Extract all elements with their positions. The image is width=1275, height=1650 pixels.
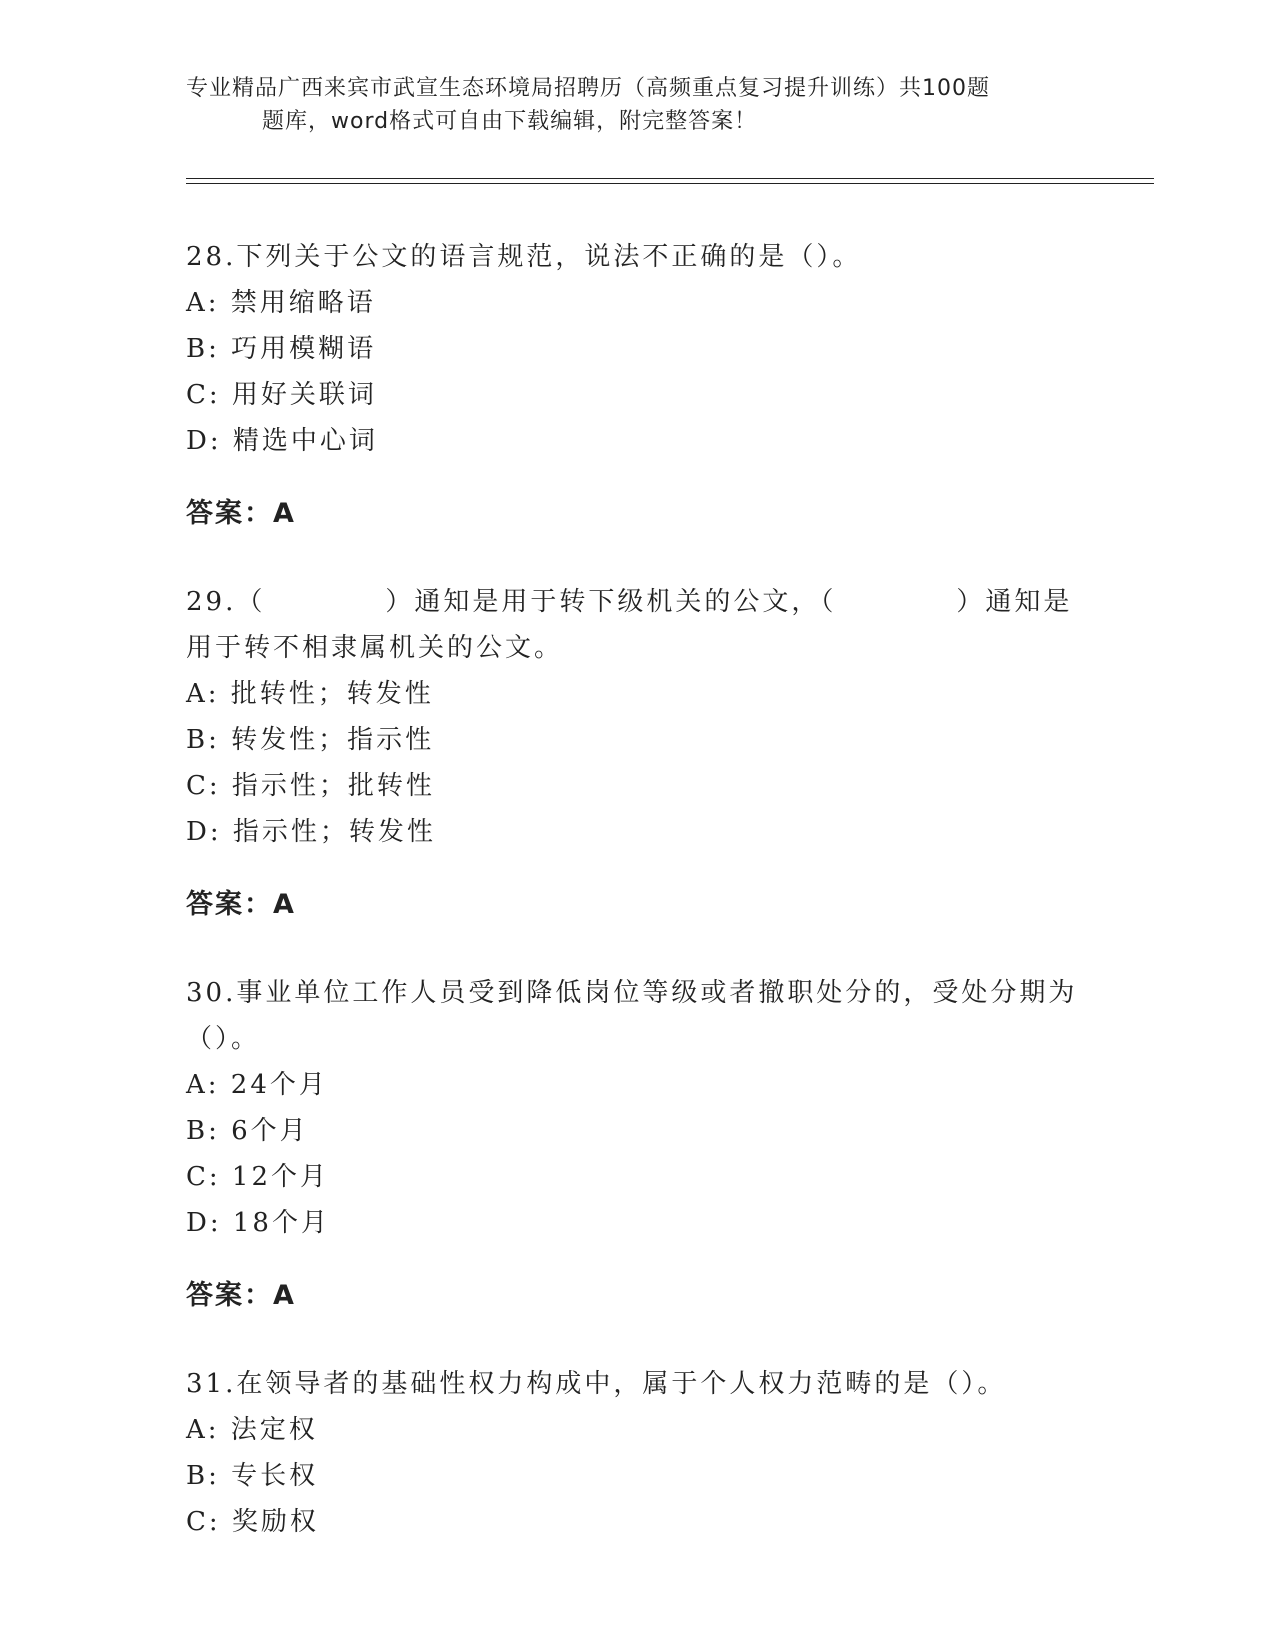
option-d: D: 精选中心词 (186, 426, 378, 456)
option-d: D: 18个月 (186, 1208, 330, 1238)
stem-part-1: 29.（ (186, 587, 266, 617)
question-31 (186, 1361, 1086, 1545)
question-28 (186, 234, 1086, 537)
answer: 答案：A (186, 498, 296, 529)
stem-part-3: ）通知是用于转不相隶属机关的公文。 (186, 587, 1073, 663)
question-29 (186, 579, 1086, 928)
option-a: A: 禁用缩略语 (186, 288, 376, 318)
question-30 (186, 970, 1086, 1319)
header-divider-bottom (186, 183, 1154, 184)
option-c: C: 12个月 (186, 1162, 330, 1192)
question-stem (186, 579, 1086, 671)
option-c: C: 奖励权 (186, 1507, 319, 1537)
option-b: B: 转发性；指示性 (186, 725, 435, 755)
question-stem: 28.下列关于公文的语言规范，说法不正确的是（）。 (186, 242, 862, 272)
option-d: D: 指示性；转发性 (186, 817, 436, 847)
header-title-line1: 专业精品广西来宾市武宣生态环境局招聘历（高频重点复习提升训练）共100题 (186, 76, 990, 101)
answer: 答案：A (186, 889, 296, 920)
option-b: B: 巧用模糊语 (186, 334, 377, 364)
question-stem: 31.在领导者的基础性权力构成中，属于个人权力范畴的是（）。 (186, 1369, 1007, 1399)
stem-part-2: ）通知是用于转下级机关的公文，（ (385, 587, 837, 617)
option-c: C: 用好关联词 (186, 380, 377, 410)
question-stem: 30.事业单位工作人员受到降低岗位等级或者撤职处分的，受处分期为（）。 (186, 978, 1078, 1054)
option-b: B: 6个月 (186, 1116, 309, 1146)
option-a: A: 批转性；转发性 (186, 679, 434, 709)
option-b: B: 专长权 (186, 1461, 319, 1491)
question-list (186, 234, 1086, 1587)
option-a: A: 法定权 (186, 1415, 318, 1445)
answer: 答案：A (186, 1280, 296, 1311)
option-a: A: 24个月 (186, 1070, 328, 1100)
option-c: C: 指示性；批转性 (186, 771, 435, 801)
header-title-line2: 题库，word格式可自由下载编辑，附完整答案！ (262, 109, 758, 134)
header-divider-top (186, 178, 1154, 179)
document-header (186, 72, 1086, 138)
